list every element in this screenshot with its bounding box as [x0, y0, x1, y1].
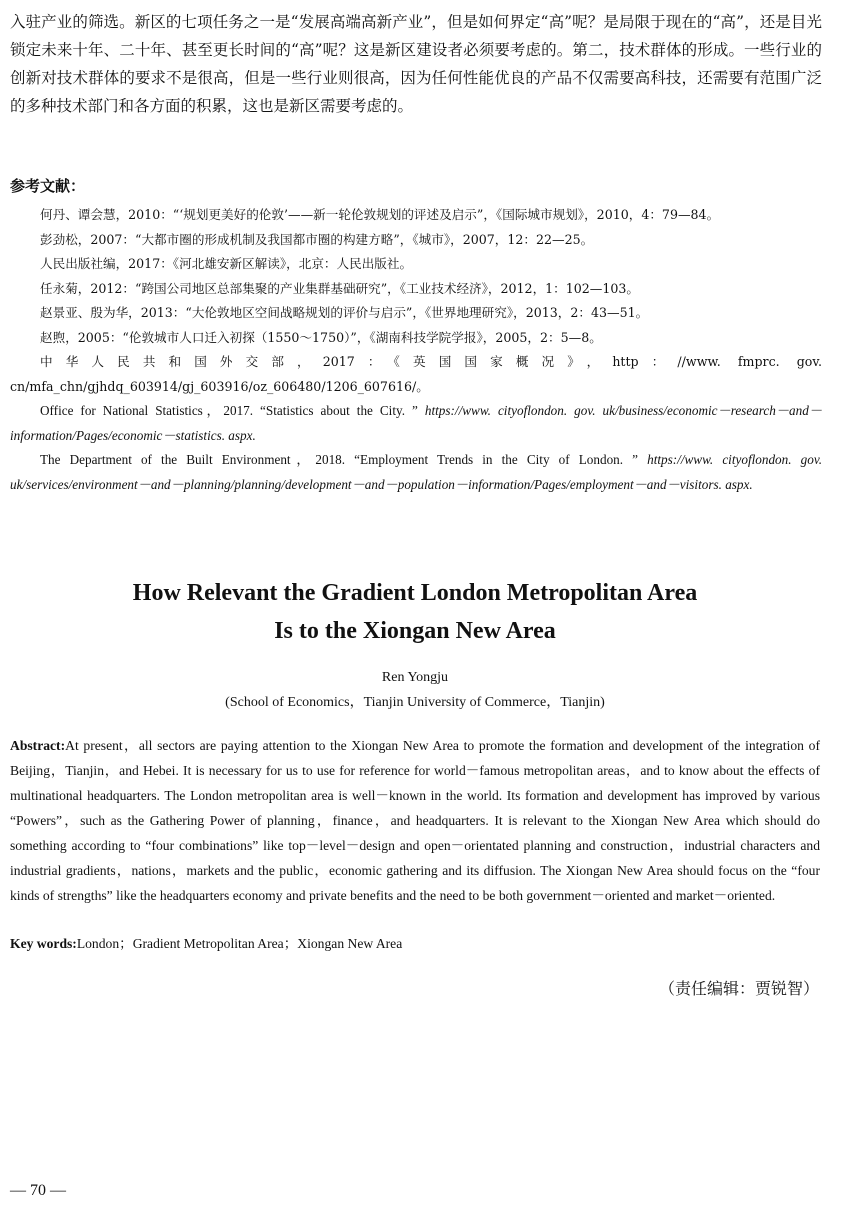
- author-affiliation: (School of Economics，Tianjin University of Commerce，Tianjin): [225, 695, 605, 710]
- abstract: [10, 733, 820, 908]
- keywords: [10, 933, 820, 955]
- reference-url: https://www. cityoflondon. gov. uk/services/environment－and－planning/planning/development－and－population－information/Pages/employment－and－visitors. aspx.: [10, 452, 822, 492]
- editor-note: （责任编辑：贾锐智）: [658, 979, 819, 998]
- reference-list: [10, 203, 822, 497]
- reference-item: 人民出版社编，2017：《河北雄安新区解读》，北京：人民出版社。: [40, 256, 413, 271]
- abstract-text: At present，all sectors are paying attention to the Xiongan New Area to promote the formation and development of the integration of Beijing，Tianjin，and Hebei. It is necessary for us to use for reference for world－famous metropolitan areas，and to know about the effects of multinational headquarters. The London metropolitan area is well－known in the world. Its formation and development has improved by various “Powers”，such as the Gathering Power of planning，finance，and headquarters. It is relevant to the Xiongan New Area which should do something according to “four combinations” like top－level－design and open－orientated planning and construction，industrial characters and industrial gradients，nations，markets and the public，economic gathering and its diffusion. The Xiongan New Area should focus on the “four kinds of strengths” like the headquarters economy and private benefits and the need to be both government－oriented and market－oriented.: [10, 738, 820, 903]
- references-heading: 参考文献：: [10, 177, 86, 195]
- reference-item: 彭劲松，2007：“大都市圈的形成机制及我国都市圈的构建方略”，《城市》，2007，12：22—25。: [40, 231, 594, 247]
- abstract-label: Abstract:: [10, 738, 66, 753]
- title-line-1: How Relevant the Gradient London Metropolitan Area: [132, 580, 698, 606]
- reference-item: 任永菊，2012：“跨国公司地区总部集聚的产业集群基础研究”，《工业技术经济》，2012，1：102—103。: [40, 280, 640, 296]
- title-line-2: Is to the Xiongan New Area: [274, 618, 556, 644]
- author-name: Ren Yongju: [381, 670, 449, 685]
- reference-url: https://www. cityoflondon. gov. uk/business/economic－research－and－information/Pages/economic－statistics. aspx.: [10, 403, 823, 443]
- keywords-text: London；Gradient Metropolitan Area；Xiongan New Area: [76, 936, 403, 951]
- reference-item: 赵煦，2005：“伦敦城市人口迁入初探（1550～1750）”，《湖南科技学院学报》，2005，2：5—8。: [40, 329, 602, 345]
- keywords-label: Key words:: [10, 936, 77, 951]
- intro-paragraph: 入驻产业的筛选。新区的七项任务之一是“发展高端高新产业”，但是如何界定“高”呢？是局限于现在的“高”，还是目光锁定未来十年、二十年、甚至更长时间的“高”呢？这是新区建设者必须要考虑的。第二，技术群体的形成。一些行业的创新对技术群体的要求不是很高，但是一些行业则很高，因为任何性能优良的产品不仅需要高科技，还需要有范围广泛的多种技术部门和各方面的积累，这也是新区需要考虑的。: [10, 13, 822, 115]
- article-title: [0, 574, 830, 650]
- page-number: — 70 —: [10, 1182, 66, 1199]
- reference-item: 何丹、谭会慧，2010：“‘规划更美好的伦敦’——新一轮伦敦规划的评述及启示”，《国际城市规划》，2010，4：79—84。: [40, 207, 720, 222]
- reference-item: Office for National Statistics，2017. “Statistics about the City. ” https://www. cityoflondon. gov. uk/business/economic－research－and－information/Pages/economic－statistics. aspx.: [10, 403, 823, 443]
- reference-item: 赵景亚、殷为华，2013：“大伦敦地区空间战略规划的评价与启示”，《世界地理研究》，2013，2：43—51。: [40, 305, 649, 320]
- reference-item: The Department of the Built Environment，2018. “Employment Trends in the City of London. ” https://www. cityoflondon. gov. uk/services/environment－and－planning/planning/development－and－population－information/Pages/employment－and－visitors. aspx.: [10, 452, 822, 492]
- reference-item: 中华人民共和国外交部，2017：《英国国家概况》，http：//www. fmprc. gov. cn/mfa_chn/gjhdq_603914/gj_603916/oz_606480/1206_607616/。: [10, 354, 822, 394]
